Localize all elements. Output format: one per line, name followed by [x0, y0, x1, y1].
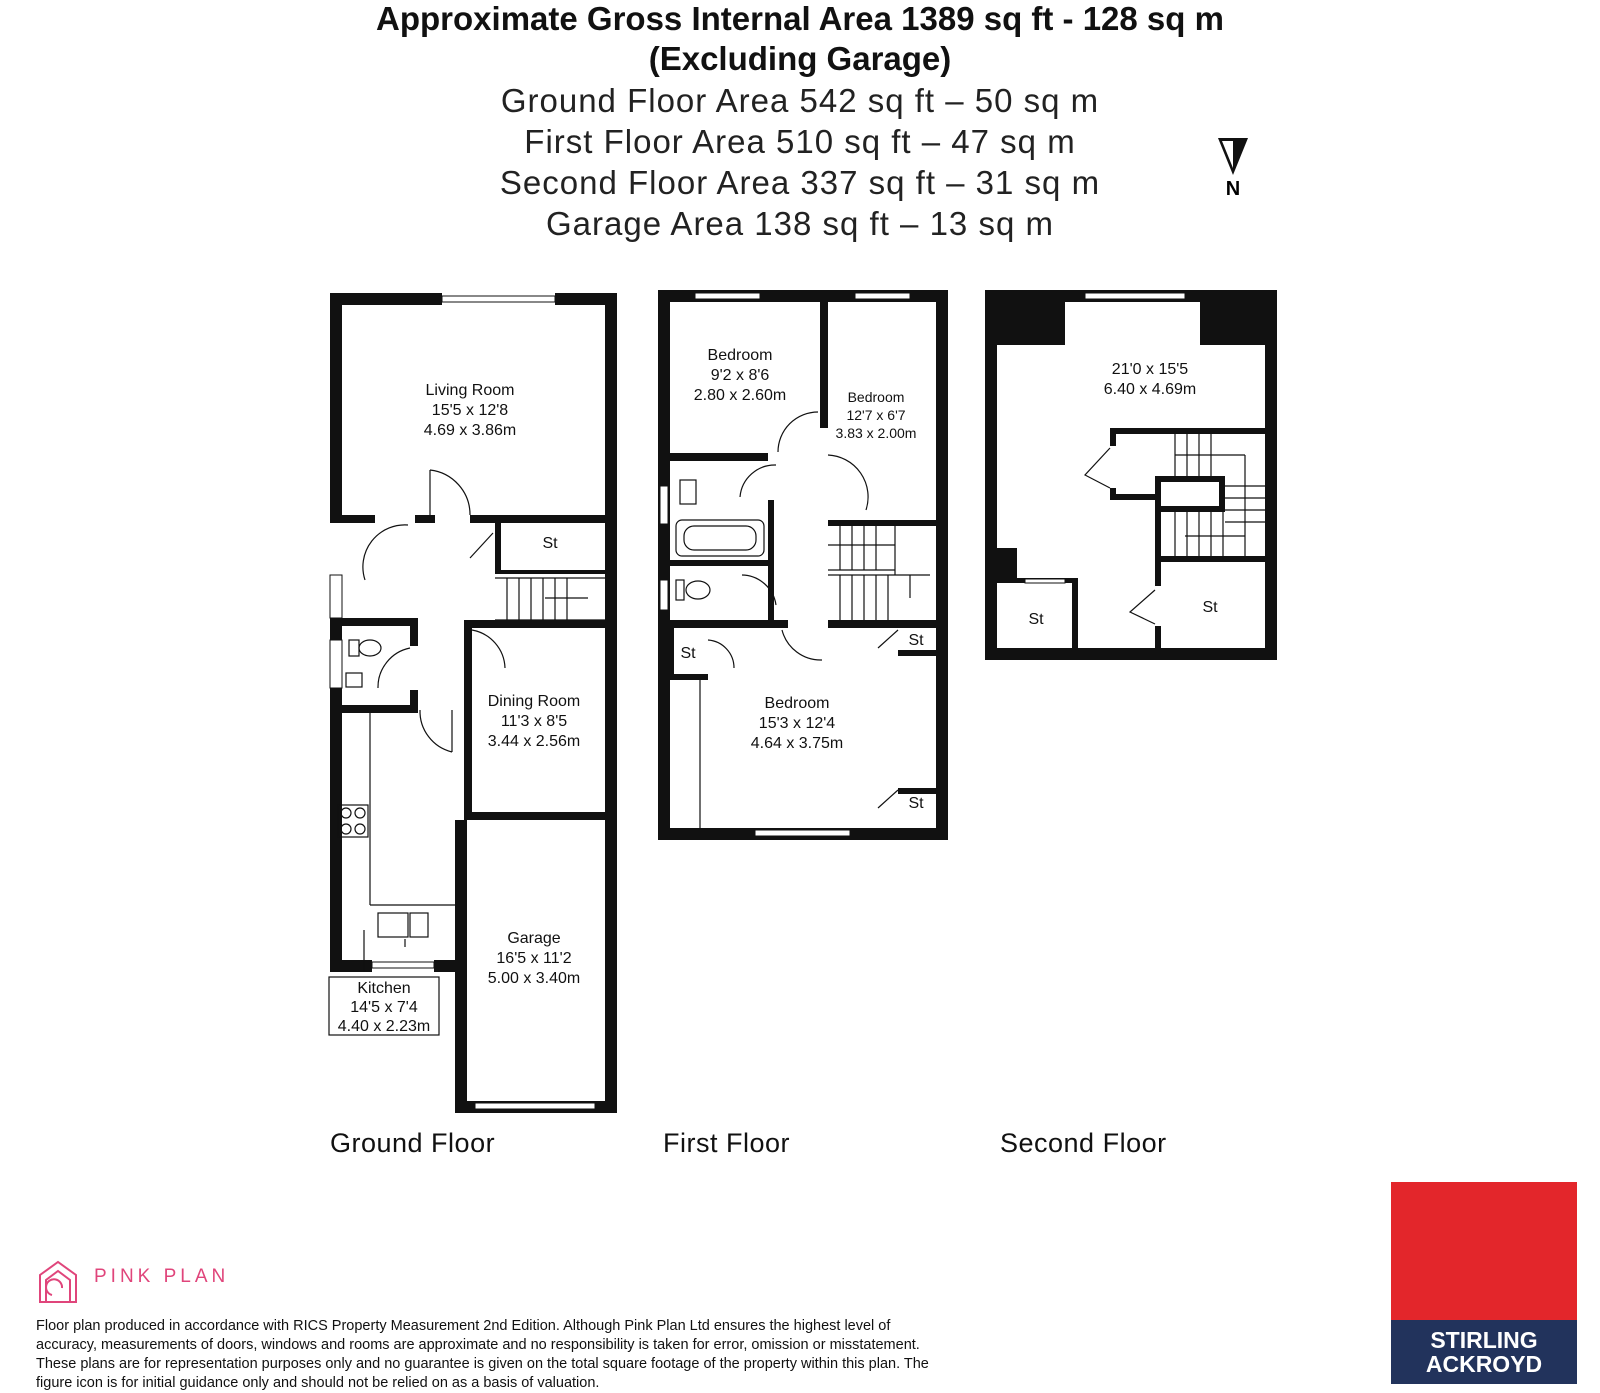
- svg-text:5.00 x 3.40m: 5.00 x 3.40m: [487, 970, 581, 987]
- svg-text:21'0 x 15'5: 21'0 x 15'5: [1111, 361, 1189, 378]
- svg-text:Bedroom: Bedroom: [707, 347, 773, 364]
- svg-text:4.69 x 3.86m: 4.69 x 3.86m: [423, 422, 517, 439]
- svg-text:9'2 x 8'6: 9'2 x 8'6: [710, 367, 770, 384]
- second-floor-title: Second Floor: [1000, 1128, 1167, 1158]
- svg-text:15'5 x 12'8: 15'5 x 12'8: [431, 402, 509, 419]
- svg-text:Kitchen: Kitchen: [357, 980, 411, 997]
- excluding-garage-note: (Excluding Garage): [648, 40, 952, 77]
- logo-red-panel: [1391, 1182, 1577, 1320]
- bedroom-2-label: [836, 389, 917, 441]
- first-floor-plan: [658, 290, 948, 840]
- first-floor-area: First Floor Area 510 sq ft – 47 sq m: [524, 123, 1076, 160]
- north-label: N: [1225, 178, 1241, 200]
- stirling-ackroyd-logo: [1391, 1182, 1577, 1384]
- pink-plan-logo-icon: [40, 1262, 76, 1302]
- garage-area: Garage Area 138 sq ft – 13 sq m: [546, 205, 1054, 242]
- bedroom-1-label: [694, 347, 787, 404]
- svg-text:3.44 x 2.56m: 3.44 x 2.56m: [487, 733, 581, 750]
- logo-line-1: STIRLING: [1430, 1327, 1538, 1353]
- svg-text:6.40 x 4.69m: 6.40 x 4.69m: [1103, 381, 1197, 398]
- ground-floor-title: Ground Floor: [330, 1128, 496, 1158]
- logo-navy-panel: [1391, 1320, 1577, 1384]
- svg-text:16'5 x 11'2: 16'5 x 11'2: [496, 950, 572, 967]
- store-label: St: [1028, 611, 1044, 628]
- living-room-label: [424, 382, 517, 439]
- garage-label: [488, 930, 581, 987]
- svg-text:Living Room: Living Room: [425, 382, 515, 399]
- store-label: St: [680, 645, 696, 662]
- svg-text:4.40 x 2.23m: 4.40 x 2.23m: [337, 1018, 431, 1035]
- svg-text:12'7 x 6'7: 12'7 x 6'7: [846, 407, 906, 423]
- second-floor-plan: [985, 290, 1277, 660]
- ground-floor-area: Ground Floor Area 542 sq ft – 50 sq m: [500, 82, 1100, 119]
- svg-text:3.83 x 2.00m: 3.83 x 2.00m: [835, 425, 917, 441]
- svg-text:15'3 x 12'4: 15'3 x 12'4: [758, 715, 836, 732]
- store-label: St: [1202, 599, 1218, 616]
- gross-area-title: Approximate Gross Internal Area 1389 sq ft - 128 sq m: [376, 0, 1224, 37]
- bedroom-3-label: [751, 695, 844, 752]
- svg-text:4.64 x 3.75m: 4.64 x 3.75m: [750, 735, 844, 752]
- svg-text:Bedroom: Bedroom: [764, 695, 830, 712]
- svg-text:14'5 x 7'4: 14'5 x 7'4: [350, 999, 418, 1016]
- loft-room-label: [1104, 361, 1197, 398]
- svg-text:Dining Room: Dining Room: [487, 693, 581, 710]
- north-arrow-icon: [1218, 138, 1248, 200]
- pink-plan-brand: PINK PLAN: [94, 1266, 230, 1287]
- svg-text:11'3 x 8'5: 11'3 x 8'5: [500, 713, 568, 730]
- second-floor-area: Second Floor Area 337 sq ft – 31 sq m: [499, 164, 1101, 201]
- store-label: St: [542, 535, 558, 552]
- svg-text:Garage: Garage: [507, 930, 561, 947]
- first-floor-title: First Floor: [663, 1128, 790, 1158]
- logo-line-2: ACKROYD: [1425, 1351, 1543, 1377]
- dining-room-label: [488, 693, 581, 750]
- disclaimer-text: Floor plan produced in accordance with RICS Property Measurement 2nd Edition. Although Pink Plan Ltd ensures the highest level of accuracy, measurements of doors, windows and rooms are approximate and no responsibility is taken for error, omission or misstatement. These plans are for representation purposes only and no guarantee is given on the total square footage of the property within this plan. The figure icon is for initial guidance only and should not be relied on as a basis of valuation.: [36, 1318, 929, 1391]
- svg-text:2.80 x 2.60m: 2.80 x 2.60m: [693, 387, 787, 404]
- store-label: St: [908, 632, 924, 649]
- svg-text:Bedroom: Bedroom: [847, 389, 905, 405]
- store-label: St: [908, 795, 924, 812]
